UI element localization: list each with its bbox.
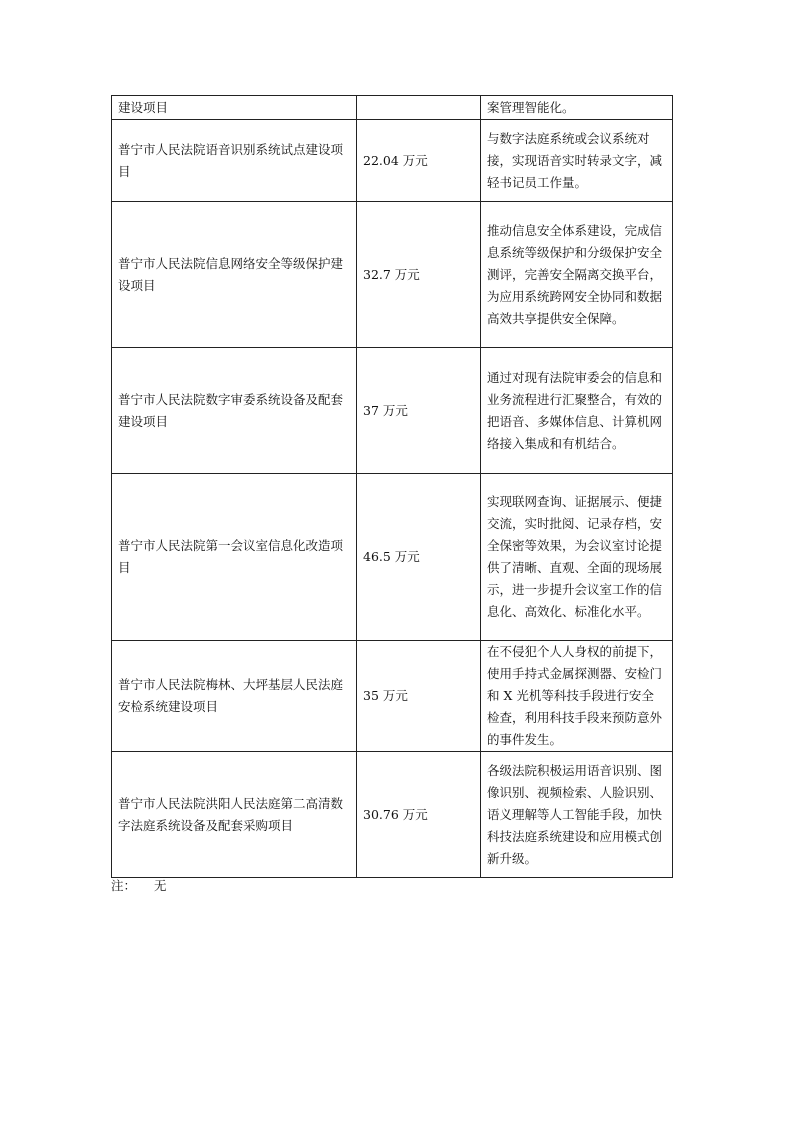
project-name-cell: 普宁市人民法院信息网络安全等级保护建设项目 (112, 202, 357, 348)
amount-cell: 37 万元 (357, 348, 481, 474)
amount-cell (357, 96, 481, 120)
project-name-cell: 普宁市人民法院第一会议室信息化改造项目 (112, 474, 357, 641)
table-row (112, 752, 673, 878)
project-name-cell: 普宁市人民法院数字审委系统设备及配套建设项目 (112, 348, 357, 474)
table-row (112, 120, 673, 202)
description-cell: 案管理智能化。 (481, 96, 673, 120)
table-row (112, 474, 673, 641)
amount-cell: 35 万元 (357, 641, 481, 752)
footnote-value: 无 (153, 878, 167, 893)
description-cell: 各级法院积极运用语音识别、图像识别、视频检索、人脸识别、语义理解等人工智能手段，加快科技法庭系统建设和应用模式创新升级。 (481, 752, 673, 878)
description-cell: 实现联网查询、证据展示、便捷交流，实时批阅、记录存档，安全保密等效果，为会议室讨论提供了清晰、直观、全面的现场展示，进一步提升会议室工作的信息化、高效化、标准化水平。 (481, 474, 673, 641)
project-name-cell: 普宁市人民法院梅林、大坪基层人民法庭安检系统建设项目 (112, 641, 357, 752)
amount-cell: 30.76 万元 (357, 752, 481, 878)
amount-cell: 22.04 万元 (357, 120, 481, 202)
table-row (112, 96, 673, 120)
amount-cell: 46.5 万元 (357, 474, 481, 641)
project-name-cell: 普宁市人民法院洪阳人民法庭第二高清数字法庭系统设备及配套采购项目 (112, 752, 357, 878)
table-row (112, 202, 673, 348)
description-cell: 在不侵犯个人人身权的前提下，使用手持式金属探测器、安检门和 X 光机等科技手段进行安全检查，利用科技手段来预防意外的事件发生。 (481, 641, 673, 752)
project-name-cell: 普宁市人民法院语音识别系统试点建设项目 (112, 120, 357, 202)
description-cell: 与数字法庭系统或会议系统对接，实现语音实时转录文字，减轻书记员工作量。 (481, 120, 673, 202)
table-row (112, 348, 673, 474)
table-row (112, 641, 673, 752)
project-table (111, 95, 673, 878)
amount-cell: 32.7 万元 (357, 202, 481, 348)
footnote (111, 876, 167, 894)
footnote-label: 注： (111, 878, 137, 893)
description-cell: 通过对现有法院审委会的信息和业务流程进行汇聚整合，有效的把语音、多媒体信息、计算机网络接入集成和有机结合。 (481, 348, 673, 474)
project-name-cell: 建设项目 (112, 96, 357, 120)
description-cell: 推动信息安全体系建设，完成信息系统等级保护和分级保护安全测评，完善安全隔离交换平台，为应用系统跨网安全协同和数据高效共享提供安全保障。 (481, 202, 673, 348)
